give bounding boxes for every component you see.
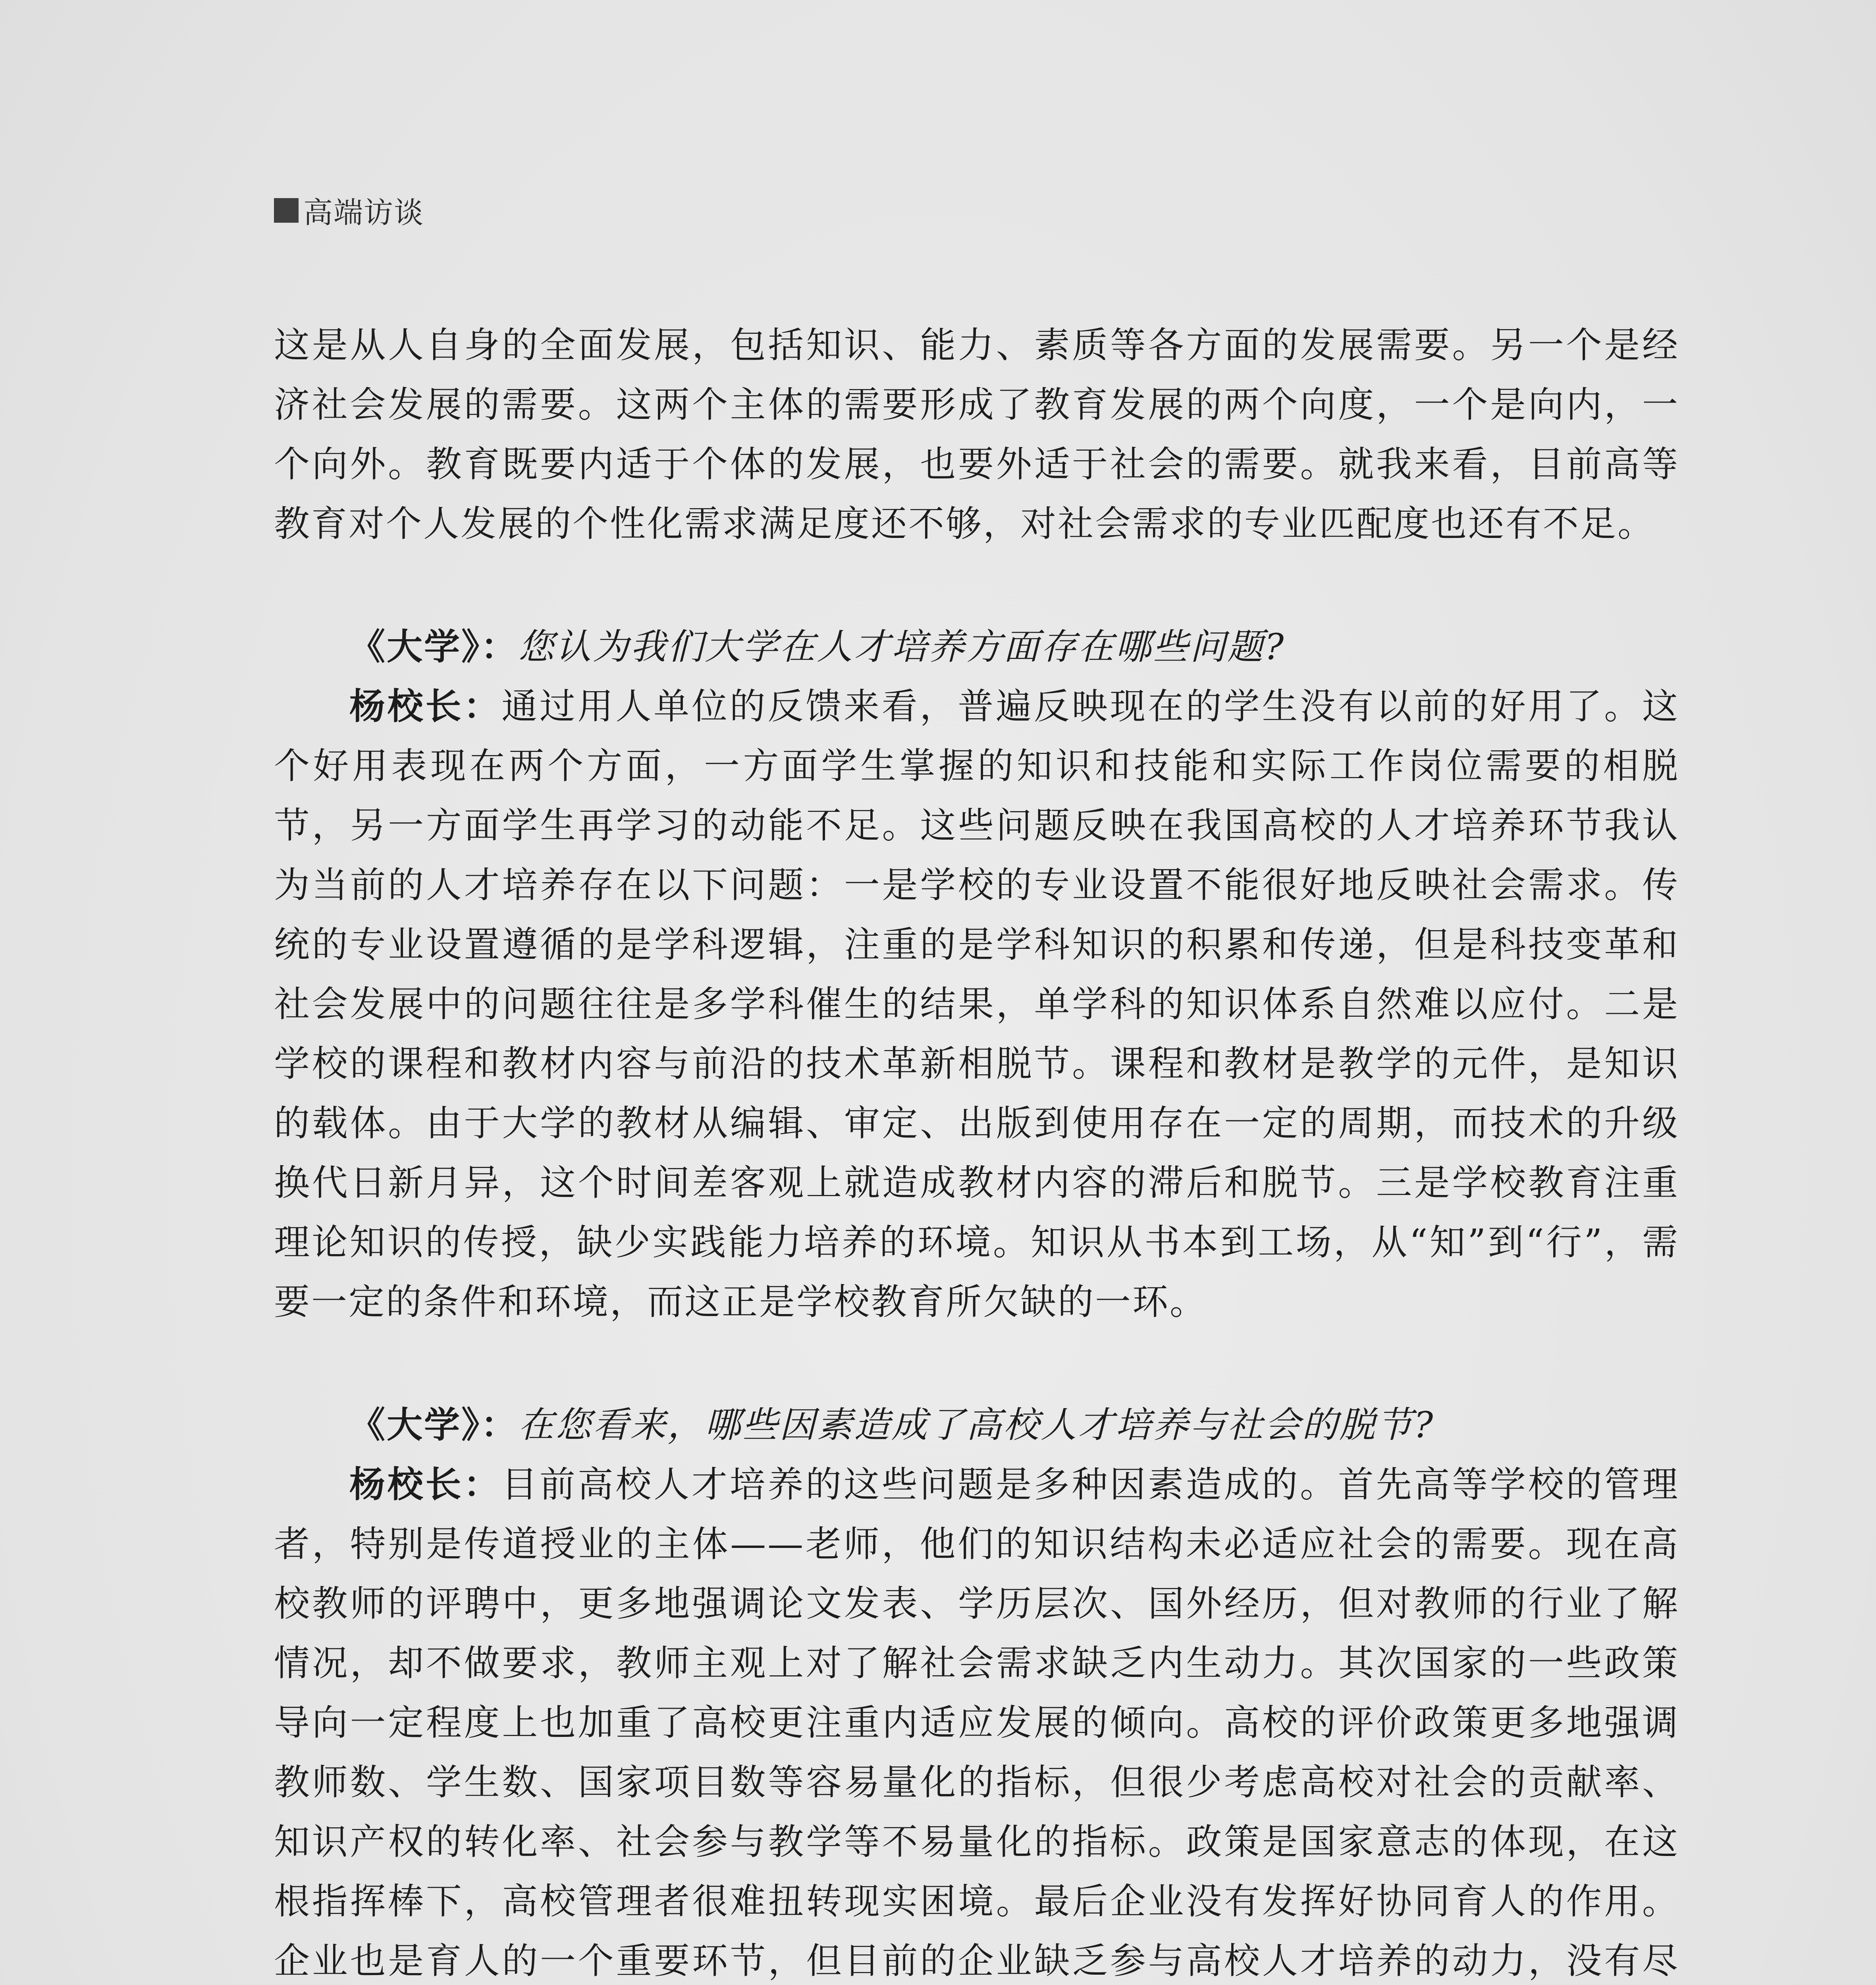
answer-paragraph <box>274 677 1679 1332</box>
speaker-colon: ： <box>463 686 502 727</box>
section-marker-square-icon <box>274 198 299 223</box>
qa-block-2 <box>274 1395 1679 1985</box>
question-separator: ： <box>481 626 518 668</box>
speaker-name: 杨校长 <box>349 686 464 727</box>
intro-paragraph: 这是从人自身的全面发展，包括知识、能力、素质等各方面的发展需要。另一个是经济社会发展的需要。这两个主体的需要形成了教育发展的两个向度，一个是向内，一个向外。教育既要内适于个体的发展，也要外适于社会的需要。就我来看，目前高等教育对个人发展的个性化需求满足度还不够，对社会需求的专业匹配度也还有不足。 <box>274 324 1679 545</box>
speaker-name: 杨校长 <box>349 1464 464 1505</box>
section-header <box>274 189 424 232</box>
journal-name: 《大学》 <box>349 1404 481 1446</box>
answer-text: 目前高校人才培养的这些问题是多种因素造成的。首先高等学校的管理者，特别是传道授业的主体——老师，他们的知识结构未必适应社会的需要。现在高校教师的评聘中，更多地强调论文发表、学历层次、国外经历，但对教师的行业了解情况，却不做要求，教师主观上对了解社会需求缺乏内生动力。其次国家的一些政策导向一定程度上也加重了高校更注重内适应发展的倾向。高校的评价政策更多地强调教师数、学生数、国家项目数等容易量化的指标，但很少考虑高校对社会的贡献率、知识产权的转化率、社会参与教学等不易量化的指标。政策是国家意志的体现，在这根指挥棒下，高校管理者很难扭转现实困境。最后企业没有发挥好协同育人的作用。企业也是育人的一个重要环节，但目前的企业缺乏参与高校人才培养的动力，没有尽 <box>274 1464 1680 1982</box>
question-paragraph <box>274 617 1679 677</box>
qa-block-1 <box>274 617 1679 1332</box>
speaker-colon: ： <box>463 1464 502 1505</box>
answer-text: 通过用人单位的反馈来看，普遍反映现在的学生没有以前的好用了。这个好用表现在两个方面，一方面学生掌握的知识和技能和实际工作岗位需要的相脱节，另一方面学生再学习的动能不足。这些问题反映在我国高校的人才培养环节我认为当前的人才培养存在以下问题：一是学校的专业设置不能很好地反映社会需求。传统的专业设置遵循的是学科逻辑，注重的是学科知识的积累和传递，但是科技变革和社会发展中的问题往往是多学科催生的结果，单学科的知识体系自然难以应付。二是学校的课程和教材内容与前沿的技术革新相脱节。课程和教材是教学的元件，是知识的载体。由于大学的教材从编辑、审定、出版到使用存在一定的周期，而技术的升级换代日新月异，这个时间差客观上就造成教材内容的滞后和脱节。三是学校教育注重理论知识的传授，缺少实践能力培养的环境。知识从书本到工场，从“知”到“行”，需要一定的条件和环境，而这正是学校教育所欠缺的一环。 <box>274 686 1680 1323</box>
section-label: 高端访谈 <box>303 196 424 230</box>
question-text: 在您看来，哪些因素造成了高校人才培养与社会的脱节? <box>518 1404 1435 1446</box>
article-body <box>274 316 1679 1985</box>
question-text: 您认为我们大学在人才培养方面存在哪些问题? <box>518 626 1286 668</box>
question-paragraph <box>274 1395 1679 1455</box>
answer-paragraph <box>274 1455 1679 1985</box>
question-separator: ： <box>481 1404 518 1446</box>
journal-name: 《大学》 <box>349 626 481 668</box>
